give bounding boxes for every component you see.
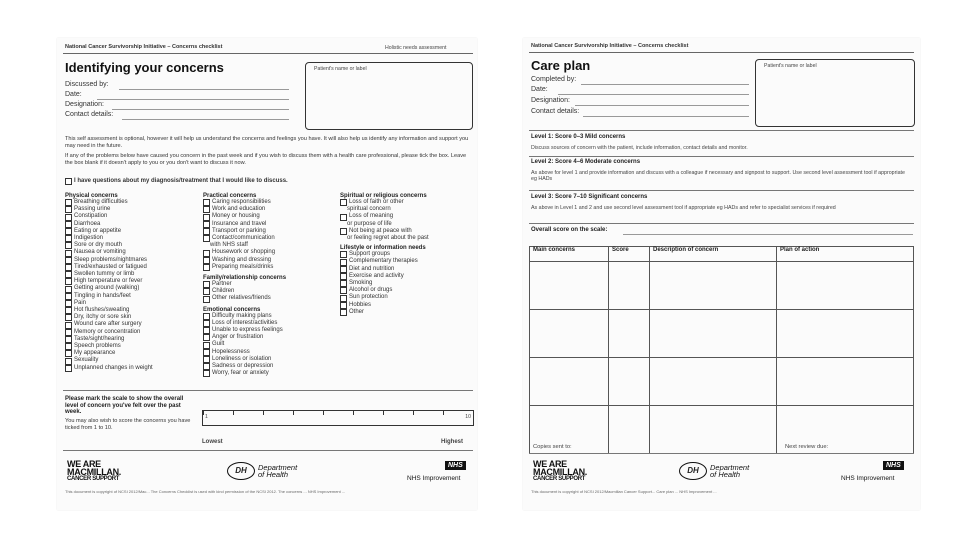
field-discussed-by: Discussed by: — [65, 81, 109, 88]
scale-high-label: Highest — [441, 439, 464, 445]
checklist-item-label: with NHS staff — [210, 242, 248, 249]
checklist-item-label: Sleep problems/nightmares — [74, 256, 148, 263]
checkbox[interactable] — [65, 329, 72, 336]
checkbox[interactable] — [203, 313, 210, 320]
field-designation: Designation: — [65, 101, 104, 108]
checklist-item[interactable] — [203, 363, 338, 370]
checklist-item-label: Unplanned changes in weight — [74, 364, 153, 371]
checkbox[interactable] — [65, 257, 72, 264]
checklist-item[interactable] — [65, 357, 200, 364]
checkbox[interactable] — [65, 336, 72, 343]
checklist-item[interactable] — [65, 221, 200, 228]
nhs-improvement-label: NHS Improvement — [407, 475, 461, 482]
intro-paragraph-2: If any of the problems below have caused you concern in the past week and if you wish to discuss them with a health care professional, please tick the box. Leave the box blank if it doesn't apply to you or you don't want to discuss it now. — [65, 153, 467, 166]
questions-item[interactable]: I have questions about my diagnosis/treatment that I would like to discuss. — [65, 178, 288, 185]
checkbox[interactable] — [340, 273, 347, 280]
checkbox[interactable] — [340, 251, 347, 258]
checklist-item[interactable] — [203, 313, 338, 320]
checkbox[interactable] — [65, 358, 72, 365]
level3-title: Level 3: Score 7–10 Significant concerns — [531, 194, 648, 200]
checklist-item[interactable] — [203, 295, 338, 302]
scale-instruction: Please mark the scale to show the overall level of concern you've felt over the past week. — [65, 396, 184, 416]
care-plan-table — [529, 246, 914, 454]
checklist-item[interactable] — [65, 307, 200, 314]
patient-label: Patient's name or label — [314, 66, 367, 72]
checkbox[interactable] — [203, 334, 210, 341]
checkbox[interactable] — [65, 343, 72, 350]
checklist-item[interactable] — [203, 264, 338, 271]
checklist-item[interactable] — [65, 242, 200, 249]
next-review-label: Next review due: — [785, 444, 829, 450]
page-header: National Cancer Survivorship Initiative – Concerns checklist — [65, 44, 223, 50]
page-title: Identifying your concerns — [65, 60, 224, 75]
checklist-item-label: Hobbies — [349, 301, 372, 308]
page-title: Care plan — [531, 58, 591, 73]
checkbox[interactable] — [203, 363, 210, 370]
checklist-item-label: Memory or concentration — [74, 328, 141, 335]
checkbox[interactable] — [65, 293, 72, 300]
nhs-logo: NHS — [445, 461, 466, 470]
field-date: Date: — [65, 91, 82, 98]
checkbox[interactable] — [340, 259, 347, 266]
family-heading: Family/relationship concerns — [203, 275, 287, 282]
checklist-item[interactable] — [203, 281, 338, 288]
checkbox[interactable] — [340, 302, 347, 309]
checklist-item-label: Speech problems — [74, 343, 121, 350]
checklist-item-label: Smoking — [349, 280, 373, 287]
checklist-item-label: Caring responsibilities — [212, 199, 271, 205]
checklist-item-label: or feeling regret about the past — [347, 235, 429, 242]
checkbox[interactable] — [65, 228, 72, 235]
col-description: Description of concern — [650, 247, 777, 262]
checkbox[interactable] — [203, 228, 210, 235]
field-designation: Designation: — [531, 97, 570, 104]
checkbox[interactable] — [65, 307, 72, 314]
scale-tick — [473, 411, 474, 415]
page-footer: This document is copyright of NCSI 2012/Mac... The Concerns Checklist is used with kind permission of the NCSI 2012. The concerns ... NHS Improvement ... — [65, 489, 346, 494]
checklist-item-label: Taste/sight/hearing — [74, 335, 125, 342]
checkbox[interactable] — [203, 356, 210, 363]
nhs-improvement-label: NHS Improvement — [841, 475, 895, 482]
checklist-item-label: Work and education — [212, 206, 266, 213]
checklist-item[interactable] — [65, 213, 200, 220]
checklist-item-label: Swollen tummy or limb — [74, 271, 135, 278]
checklist-item[interactable] — [203, 370, 338, 377]
checklist-item-label: Money or housing — [212, 213, 260, 220]
checkbox[interactable] — [65, 278, 72, 285]
checklist-item-label: Passing urine — [74, 206, 111, 213]
scale-tick — [353, 411, 354, 415]
checklist-item-label: Tingling in hands/feet — [74, 292, 131, 299]
checklist-item[interactable] — [340, 294, 472, 301]
checklist-item[interactable] — [65, 336, 200, 343]
checklist-item[interactable] — [340, 213, 472, 220]
checklist-item-label: Diet and nutrition — [349, 265, 395, 272]
checklist-item[interactable] — [65, 314, 200, 321]
checklist-item-label: Constipation — [74, 213, 108, 220]
scale-tick — [293, 411, 294, 415]
checklist-item — [340, 221, 472, 228]
checkbox[interactable] — [203, 257, 210, 264]
checklist-item[interactable] — [203, 213, 338, 220]
checklist-item-label: Contact/communication — [212, 235, 275, 242]
checklist-item[interactable] — [203, 341, 338, 348]
col-main-concerns: Main concerns — [530, 247, 609, 262]
checklist-item[interactable] — [203, 199, 338, 206]
checkbox[interactable] — [203, 221, 210, 228]
checkbox[interactable] — [203, 206, 210, 213]
scale-tick — [323, 411, 324, 415]
checklist-item-label: Complementary therapies — [349, 258, 418, 265]
practical-heading: Practical concerns — [203, 193, 257, 199]
intro-paragraph-1: This self assessment is optional, however it will help us understand the concerns and feelings you have. It will also help us identify any information and support you may need in the future. — [65, 136, 469, 149]
checklist-item-label: or purpose of life — [347, 220, 392, 227]
checklist-item[interactable] — [203, 221, 338, 228]
checkbox[interactable] — [203, 250, 210, 257]
checklist-item[interactable] — [65, 199, 200, 206]
checklist-item-label: Breathing difficulties — [74, 199, 128, 205]
scale-tick — [263, 411, 264, 415]
checklist-item[interactable] — [65, 228, 200, 235]
checklist-item[interactable] — [203, 320, 338, 327]
checkbox[interactable] — [203, 214, 210, 221]
checklist-item-label: Guilt — [212, 341, 225, 348]
page-header: National Cancer Survivorship Initiative – Concerns checklist — [531, 43, 689, 49]
checklist-item-label: Eating or appetite — [74, 227, 122, 234]
scale-tick — [233, 411, 234, 415]
patient-label-box[interactable] — [305, 62, 473, 130]
macmillan-logo: WE ARE MACMILLAN. CANCER SUPPORT — [533, 459, 587, 482]
checkbox[interactable] — [65, 365, 72, 372]
checkbox[interactable] — [65, 322, 72, 329]
table-row[interactable] — [530, 406, 914, 454]
checklist-item[interactable] — [340, 251, 472, 258]
checkbox[interactable] — [340, 266, 347, 273]
scale-instruction-2: You may also wish to score the concerns you have ticked from 1 to 10. — [65, 418, 191, 431]
checklist-item-label: Support groups — [349, 251, 391, 258]
checklist-item-label: Alcohol or drugs — [349, 287, 393, 294]
checklist-item-label: Getting around (walking) — [74, 285, 140, 292]
overall-score-label: Overall score on the scale: — [531, 227, 608, 233]
checklist-item-label: Preparing meals/drinks — [212, 263, 274, 270]
checklist-item — [340, 235, 472, 242]
checklist-item[interactable] — [65, 365, 200, 372]
checklist-item[interactable] — [340, 280, 472, 287]
checklist-item-label: Transport or parking — [212, 227, 266, 234]
checkbox[interactable] — [65, 286, 72, 293]
checklist-item-label: Hopelessness — [212, 348, 250, 355]
emotional-heading: Emotional concerns — [203, 306, 261, 313]
page-header-right: Holistic needs assessment — [385, 45, 447, 51]
checklist-item[interactable] — [65, 343, 200, 350]
checklist-item[interactable] — [65, 350, 200, 357]
field-completed-by: Completed by: — [531, 76, 577, 83]
checkbox[interactable] — [203, 342, 210, 349]
checkbox[interactable] — [65, 206, 72, 213]
checklist-item[interactable] — [340, 309, 472, 316]
checklist-item[interactable] — [340, 266, 472, 273]
checklist-item[interactable] — [203, 206, 338, 213]
nhs-logo: NHS — [883, 461, 904, 470]
checklist-item[interactable] — [203, 228, 338, 235]
checklist-item-label: Housework or shopping — [212, 249, 276, 256]
checklist-item[interactable] — [340, 302, 472, 309]
checklist-item[interactable] — [340, 273, 472, 280]
scale-tick — [383, 411, 384, 415]
checklist-item[interactable] — [65, 271, 200, 278]
checkbox[interactable] — [203, 349, 210, 356]
department-of-health-logo: DH Department of Health — [227, 462, 297, 480]
checkbox[interactable] — [340, 228, 347, 235]
checkbox[interactable] — [65, 264, 72, 271]
checklist-item-label: Sun protection — [349, 294, 388, 301]
checklist-item-label: Insurance and travel — [212, 220, 267, 227]
checklist-item-label: Unable to express feelings — [212, 327, 283, 334]
patient-label-box[interactable] — [755, 59, 915, 127]
concerns-checklist-page — [57, 38, 477, 510]
checklist-item-label: Nausea or vomiting — [74, 249, 126, 256]
checklist-item[interactable] — [203, 356, 338, 363]
checklist-item[interactable] — [65, 293, 200, 300]
col-plan-of-action: Plan of action — [777, 247, 914, 262]
checklist-item-label: Worry, fear or anxiety — [212, 370, 269, 377]
level2-title: Level 2: Score 4–6 Moderate concerns — [531, 159, 641, 165]
checklist-item-label: Loneliness or isolation — [212, 355, 272, 362]
checklist-item-label: Sadness or depression — [212, 363, 274, 370]
checkbox[interactable] — [340, 214, 347, 221]
checkbox[interactable] — [203, 320, 210, 327]
checkbox[interactable] — [203, 235, 210, 242]
checklist-item[interactable] — [340, 258, 472, 265]
checkbox[interactable] — [203, 264, 210, 271]
checkbox[interactable] — [340, 287, 347, 294]
checklist-item-label: Other relatives/friends — [212, 295, 271, 302]
col-score: Score — [609, 247, 650, 262]
scale-max: 10 — [465, 414, 471, 420]
level3-text: As above in Level 1 and 2 and use second level assessment tool if appropriate eg HADs and refer to specialist services if required — [531, 205, 836, 211]
checklist-item[interactable] — [65, 249, 200, 256]
checkbox[interactable] — [65, 214, 72, 221]
copies-sent-label: Copies sent to: — [533, 444, 572, 450]
level1-text: Discuss sources of concern with the patient, include information, contact details and monitor. — [531, 145, 748, 151]
spiritual-concerns — [340, 193, 472, 316]
table-row[interactable] — [530, 310, 914, 358]
checklist-item[interactable] — [340, 228, 472, 235]
checkbox[interactable] — [203, 281, 210, 288]
checklist-item[interactable] — [65, 285, 200, 292]
checklist-item[interactable] — [203, 257, 338, 264]
field-contact-details: Contact details: — [65, 111, 114, 118]
checklist-item-label: Exercise and activity — [349, 272, 404, 279]
checklist-item[interactable] — [203, 235, 338, 242]
checklist-item-label: Indigestion — [74, 235, 104, 242]
checklist-item[interactable] — [203, 327, 338, 334]
checklist-item[interactable] — [203, 249, 338, 256]
checklist-item-label: Loss of interest/activities — [212, 319, 278, 326]
checklist-item[interactable] — [65, 235, 200, 242]
concern-scale[interactable] — [202, 410, 474, 426]
checklist-item-label: Pain — [74, 299, 87, 306]
level1-title: Level 1: Score 0–3 Mild concerns — [531, 134, 626, 140]
checkbox[interactable] — [340, 280, 347, 287]
checklist-item-label: Not being at peace with — [349, 227, 412, 234]
checklist-item[interactable] — [340, 287, 472, 294]
scale-tick — [443, 411, 444, 415]
patient-label: Patient's name or label — [764, 63, 817, 69]
checklist-item[interactable] — [340, 199, 472, 206]
checklist-item-label: Sore or dry mouth — [74, 242, 123, 249]
checklist-item-label: High temperature or fever — [74, 278, 143, 285]
checklist-item-label: Diarrhoea — [74, 220, 101, 227]
lifestyle-heading: Lifestyle or information needs — [340, 245, 426, 252]
table-row[interactable] — [530, 358, 914, 406]
field-contact-details: Contact details: — [531, 108, 580, 115]
page-footer: This document is copyright of NCSI 2012/Macmillan Cancer Support... Care plan ... NHS Improvement ... — [531, 489, 717, 494]
checklist-item[interactable] — [203, 288, 338, 295]
checkbox[interactable] — [65, 221, 72, 228]
scale-tick — [413, 411, 414, 415]
checkbox[interactable] — [65, 250, 72, 257]
checkbox[interactable] — [65, 235, 72, 242]
checkbox[interactable] — [203, 288, 210, 295]
checkbox[interactable] — [340, 199, 347, 206]
checkbox[interactable] — [203, 327, 210, 334]
checkbox[interactable] — [340, 295, 347, 302]
practical-concerns — [203, 193, 338, 377]
checklist-item-label: Other — [349, 308, 365, 315]
checkbox[interactable] — [65, 314, 72, 321]
checklist-item-label: My appearance — [74, 350, 116, 357]
checklist-item-label: Anger or frustration — [212, 334, 264, 341]
checkbox[interactable] — [65, 242, 72, 249]
checkbox[interactable] — [65, 199, 72, 206]
checklist-item-label: Loss of faith or other — [349, 199, 404, 205]
spiritual-heading: Spiritual or religious concerns — [340, 193, 427, 199]
scale-min: 1 — [205, 414, 208, 420]
checklist-item-label: Washing and dressing — [212, 256, 272, 263]
scale-low-label: Lowest — [202, 439, 223, 445]
checkbox[interactable] — [65, 350, 72, 357]
checklist-item[interactable] — [65, 329, 200, 336]
checklist-item[interactable] — [203, 349, 338, 356]
checklist-item[interactable] — [65, 321, 200, 328]
field-date: Date: — [531, 86, 548, 93]
checklist-item-label: Difficulty making plans — [212, 312, 272, 319]
checklist-item[interactable] — [65, 206, 200, 213]
checklist-item — [203, 242, 338, 249]
checkbox[interactable] — [203, 199, 210, 206]
table-row[interactable] — [530, 262, 914, 310]
checklist-item-label: Partner — [212, 281, 232, 288]
checklist-item[interactable] — [65, 264, 200, 271]
care-plan-page — [523, 38, 920, 510]
checklist-item-label: Tired/exhausted or fatigued — [74, 263, 147, 270]
checklist-item-label: Sexuality — [74, 357, 99, 364]
checklist-item[interactable] — [203, 334, 338, 341]
checkbox[interactable] — [203, 370, 210, 377]
checklist-item[interactable] — [65, 300, 200, 307]
checklist-item-label: Hot flushes/sweating — [74, 307, 130, 314]
department-of-health-logo: DH Department of Health — [679, 462, 749, 480]
checklist-item — [340, 206, 472, 213]
checklist-item-label: spiritual concern — [347, 206, 391, 213]
level2-text: As above for level 1 and provide information and discuss with a colleague if necessary and signpost to support. Use second level assessment tool if appropriate eg HADs — [531, 170, 905, 183]
checkbox[interactable] — [340, 309, 347, 316]
physical-concerns — [65, 193, 200, 372]
checklist-item[interactable] — [65, 257, 200, 264]
checkbox[interactable] — [65, 271, 72, 278]
physical-heading: Physical concerns — [65, 193, 118, 199]
checklist-item-label: Dry, itchy or sore skin — [74, 314, 132, 321]
scale-tick — [203, 411, 204, 415]
checklist-item-label: Children — [212, 288, 235, 295]
checkbox[interactable] — [65, 178, 72, 185]
checklist-item[interactable] — [65, 278, 200, 285]
checkbox[interactable] — [203, 296, 210, 303]
checklist-item-label: Wound care after surgery — [74, 321, 142, 328]
checklist-item-label: Loss of meaning — [349, 213, 394, 220]
checkbox[interactable] — [65, 300, 72, 307]
macmillan-logo: WE ARE MACMILLAN. CANCER SUPPORT — [67, 459, 121, 482]
